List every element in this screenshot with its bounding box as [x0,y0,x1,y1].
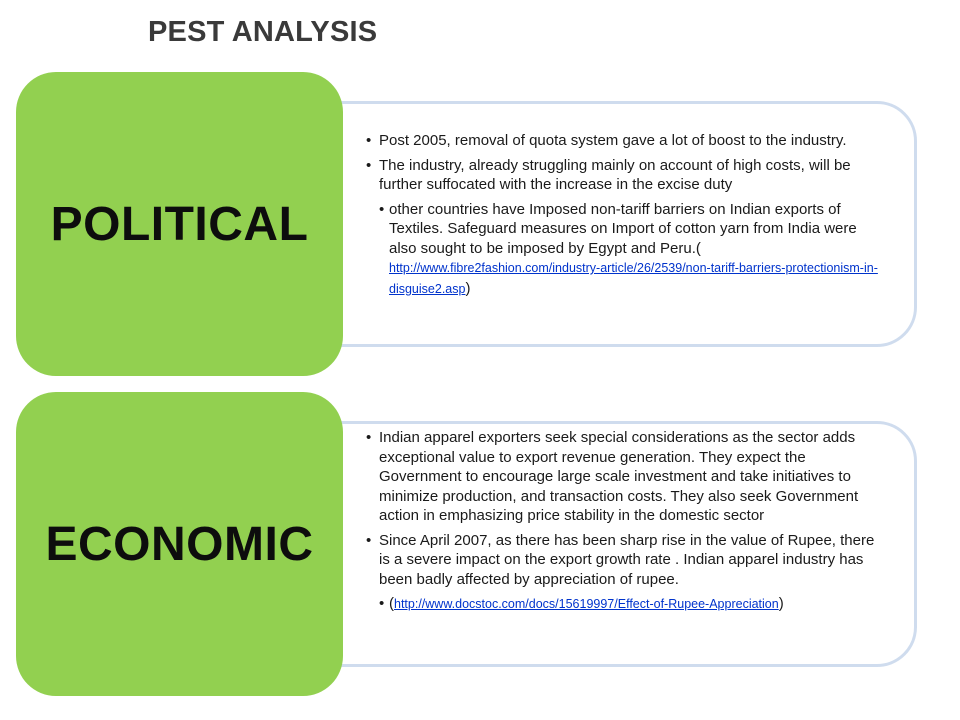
economic-sub-close: ) [778,595,784,612]
political-sub-bullet [379,200,886,300]
political-sub-text: other countries have Imposed non-tariff barriers on Indian exports of Textiles. Safeguard measures on Import of cotton yarn from India were also sought to be imposed by Egypt and Peru.( [389,200,857,257]
political-bullet-1: • Post 2005, removal of quota system gave a lot of boost to the industry. [366,131,886,151]
economic-bullet-1: • Indian apparel exporters seek special considerations as the sector adds exceptional value to export revenue generation. They expect the Government to encourage large scale investment and take initiatives to minimize production, and transaction costs. They also seek Government action in emphasizing price stability in the domestic sector [366,428,886,526]
political-source-link[interactable]: http://www.fibre2fashion.com/industry-article/26/2539/non-tariff-barriers-protectionism-in-disguise2.asp [389,261,878,296]
slide-title: PEST ANALYSIS [148,16,378,48]
political-bullet-2: • The industry, already struggling mainly on account of high costs, will be further suffocated with the increase in the excise duty [366,156,886,195]
economic-label: ECONOMIC [45,517,314,571]
political-sub-close: ) [465,279,471,297]
economic-content [366,428,886,620]
political-label: POLITICAL [50,197,309,251]
economic-sub-open: ( [389,595,394,612]
economic-sub-bullet [379,594,886,615]
economic-label-block [16,392,343,696]
economic-source-link[interactable]: http://www.docstoc.com/docs/15619997/Effect-of-Rupee-Appreciation [394,597,779,611]
political-label-block [16,72,343,376]
economic-bullet-2: • Since April 2007, as there has been sharp rise in the value of Rupee, there is a severe impact on the export growth rate . Indian apparel industry has been badly affected by appreciation of rupee. [366,531,886,590]
political-content [366,131,886,304]
